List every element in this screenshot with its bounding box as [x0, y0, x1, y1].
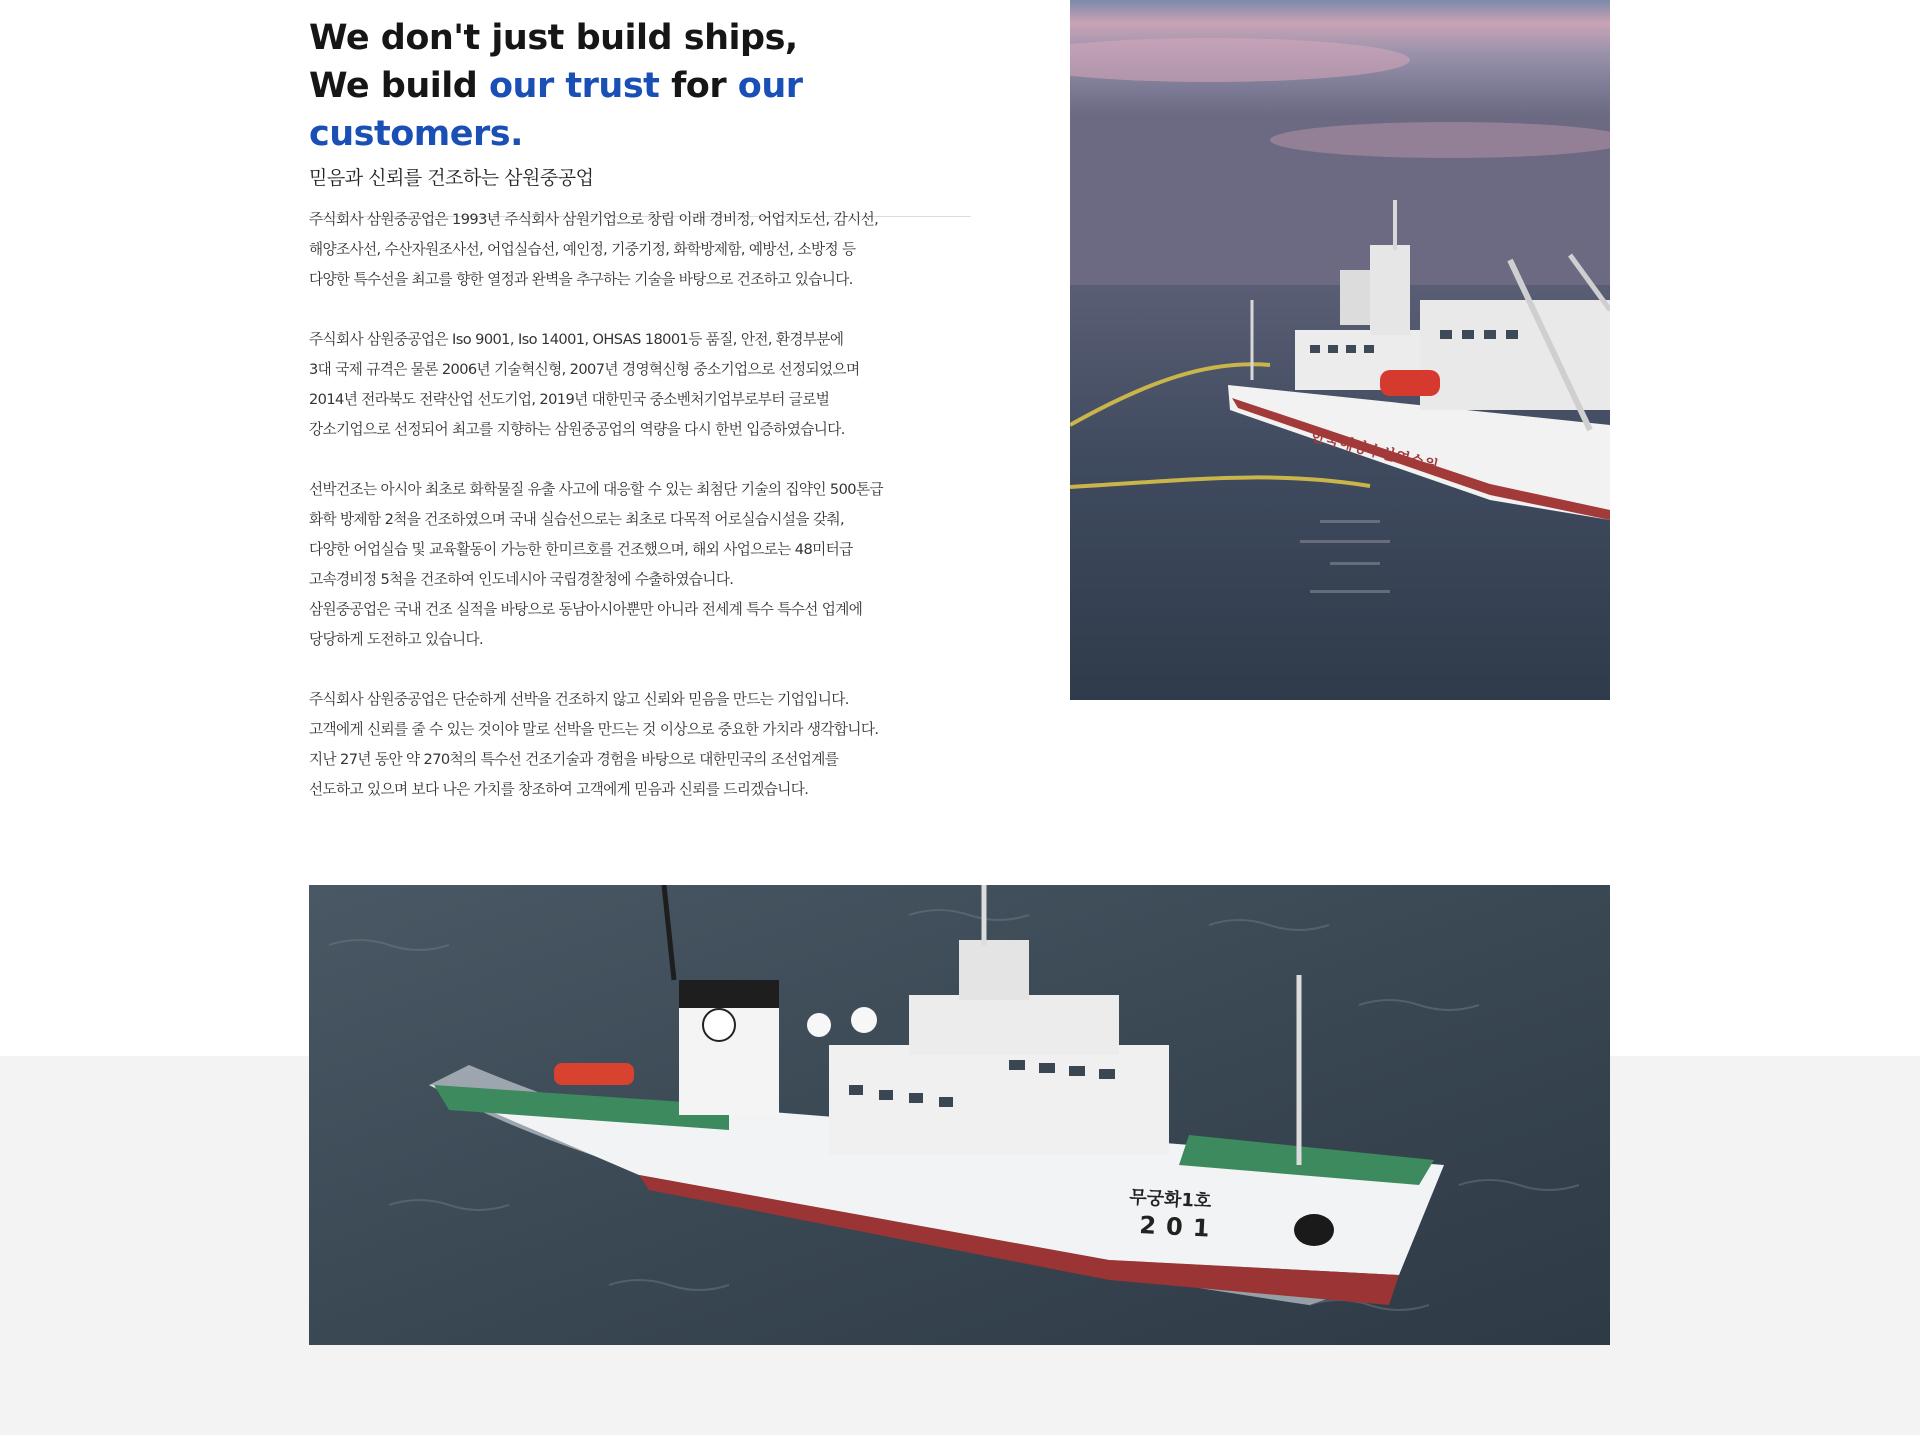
- text-line: 주식회사 삼원중공업은 단순하게 선박을 건조하지 않고 신뢰와 믿음을 만드는 기업입니다.: [309, 691, 849, 708]
- patrol-ship-photo: [309, 885, 1610, 1345]
- training-ship-illustration: [1070, 0, 1610, 700]
- text-line: 삼원중공업은 국내 건조 실적을 바탕으로 동남아시아뿐만 아니라 전세계 특수 특수선 업계에: [309, 601, 863, 618]
- hull-number: 201: [1138, 1211, 1221, 1244]
- headline-accent-trust: our trust: [489, 66, 660, 106]
- text-line: 지난 27년 동안 약 270척의 특수선 건조기술과 경험을 바탕으로 대한민국의 조선업계를: [309, 751, 839, 768]
- paragraph-3: [309, 475, 949, 655]
- text-line: 선도하고 있으며 보다 나은 가치를 창조하여 고객에게 믿음과 신뢰를 드리겠습니다.: [309, 781, 809, 798]
- text-line: 해양조사선, 수산자원조사선, 어업실습선, 예인정, 기중기정, 화학방제함, 예방선, 소방정 등: [309, 241, 856, 258]
- hull-lettering: 한국해양수산연수원: [1309, 426, 1440, 476]
- training-ship-photo: [1070, 0, 1610, 700]
- subtitle: 믿음과 신뢰를 건조하는 삼원중공업: [309, 167, 594, 189]
- intro-section: [309, 14, 971, 217]
- paragraph-4: [309, 685, 949, 805]
- text-line: 다양한 어업실습 및 교육활동이 가능한 한미르호를 건조했으며, 해외 사업으로는 48미터급: [309, 541, 853, 558]
- headline-accent-customers: our customers.: [309, 66, 803, 154]
- text-line: 고속경비정 5척을 건조하여 인도네시아 국립경찰청에 수출하였습니다.: [309, 571, 734, 588]
- text-line: 강소기업으로 선정되어 최고를 지향하는 삼원중공업의 역량을 다시 한번 입증하였습니다.: [309, 421, 845, 438]
- headline-line-2: [309, 62, 971, 158]
- text-line: 다양한 특수선을 최고를 향한 열정과 완벽을 추구하는 기술을 바탕으로 건조하고 있습니다.: [309, 271, 853, 288]
- text-line: 2014년 전라북도 전략산업 선도기업, 2019년 대한민국 중소벤처기업부로부터 글로벌: [309, 391, 830, 408]
- text-line: 주식회사 삼원중공업은 Iso 9001, Iso 14001, OHSAS 18001등 품질, 안전, 환경부분에: [309, 331, 844, 348]
- text-line: 3대 국제 규격은 물론 2006년 기술혁신형, 2007년 경영혁신형 중소기업으로 선정되었으며: [309, 361, 860, 378]
- company-description: [309, 205, 949, 805]
- paragraph-1: [309, 205, 949, 295]
- headline-text: for: [659, 66, 738, 106]
- headline: [309, 14, 971, 158]
- text-line: 선박건조는 아시아 최초로 화학물질 유출 사고에 대응할 수 있는 최첨단 기술의 집약인 500톤급: [309, 481, 883, 498]
- headline-line-1: We don't just build ships,: [309, 18, 798, 58]
- text-line: 당당하게 도전하고 있습니다.: [309, 631, 484, 648]
- paragraph-2: [309, 325, 949, 445]
- text-line: 주식회사 삼원중공업은 1993년 주식회사 삼원기업으로 창립 이래 경비정, 어업지도선, 감시선,: [309, 211, 879, 228]
- hull-name: 무궁화1호: [1128, 1187, 1212, 1213]
- text-line: 화학 방제함 2척을 건조하였으며 국내 실습선으로는 최초로 다목적 어로실습시설을 갖춰,: [309, 511, 844, 528]
- patrol-ship-illustration: [309, 885, 1610, 1345]
- headline-text: We build: [309, 66, 489, 106]
- text-line: 고객에게 신뢰를 줄 수 있는 것이야 말로 선박을 만드는 것 이상으로 중요한 가치라 생각합니다.: [309, 721, 879, 738]
